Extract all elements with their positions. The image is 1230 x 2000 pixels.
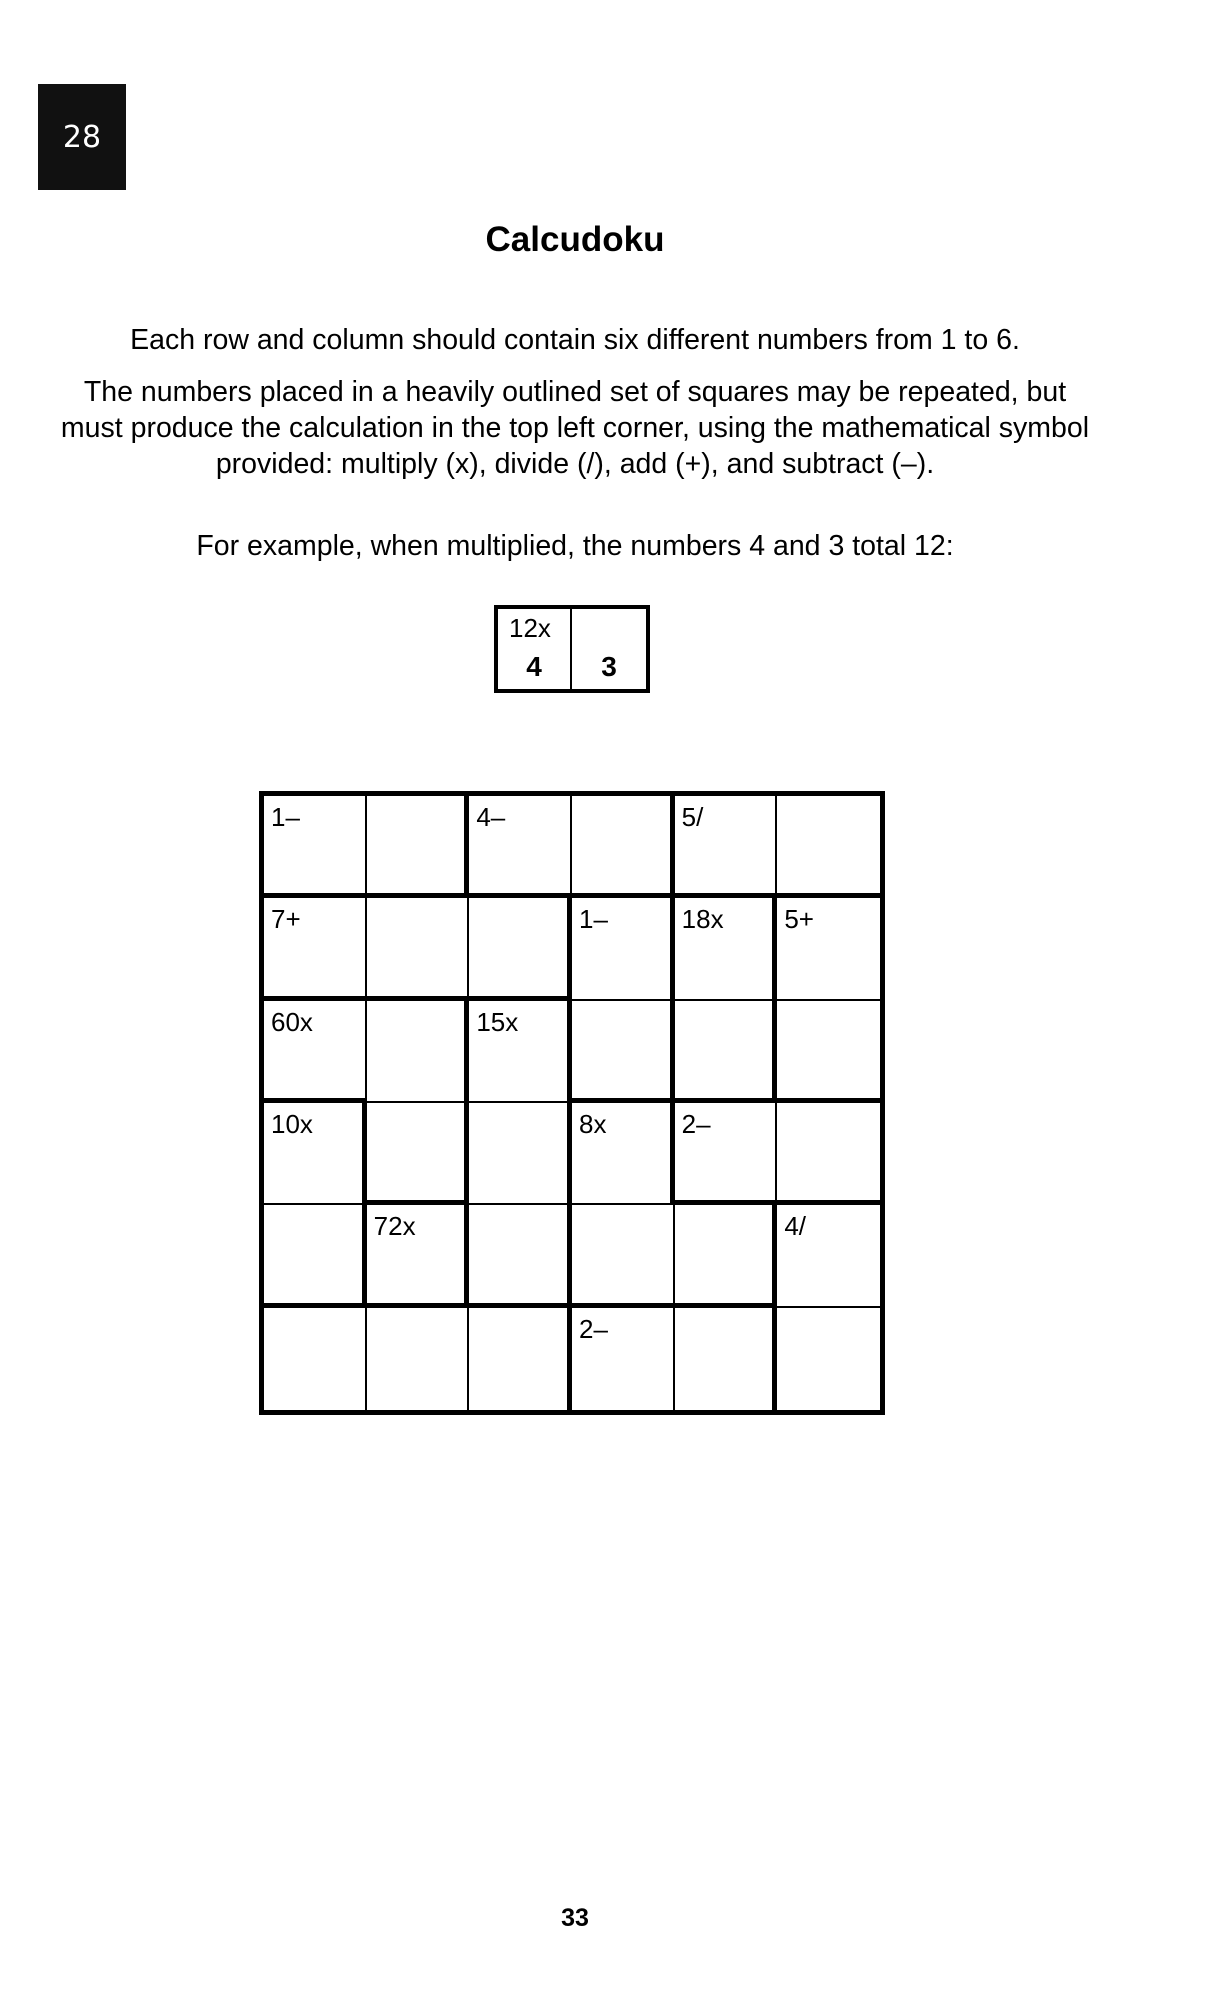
instruction-rows-columns: Each row and column should contain six different numbers from 1 to 6. xyxy=(130,324,1020,356)
instruction-cages: The numbers placed in a heavily outlined set of squares may be repeated, but must produce the calculation in the top left corner, using the mathematical symbol provided: multiply (x), divide (/), add (+), and subtract (–). xyxy=(60,376,1090,480)
cage-clue: 60x xyxy=(271,1006,313,1037)
grid-cell[interactable] xyxy=(777,898,880,1000)
cage-clue: 8x xyxy=(578,1109,607,1139)
puzzle-title: Calcudoku xyxy=(485,220,665,259)
grid-cell[interactable] xyxy=(572,1103,675,1205)
grid-cell[interactable] xyxy=(572,898,675,1000)
grid-cell[interactable] xyxy=(367,1001,470,1103)
grid-cell[interactable] xyxy=(264,898,367,1000)
grid-cell[interactable] xyxy=(264,1103,367,1205)
grid-cell[interactable] xyxy=(572,1308,675,1410)
grid-cell[interactable] xyxy=(367,1205,470,1307)
cage-clue: 1– xyxy=(578,904,608,935)
grid-cell[interactable] xyxy=(264,796,367,898)
chapter-page-badge: 28 xyxy=(38,84,126,190)
grid-cell[interactable] xyxy=(367,898,470,1000)
cage-clue: 72x xyxy=(373,1211,416,1242)
grid-cell[interactable] xyxy=(675,1308,778,1410)
example-value: 3 xyxy=(601,651,617,682)
grid-cell[interactable] xyxy=(572,1205,675,1307)
example-cell xyxy=(572,609,646,689)
grid-cell[interactable] xyxy=(264,1205,367,1307)
grid-cell[interactable] xyxy=(777,796,880,898)
grid-cell[interactable] xyxy=(367,796,470,898)
grid-cell[interactable] xyxy=(572,1001,675,1103)
grid-cell[interactable] xyxy=(469,1308,572,1410)
cage-clue: 4– xyxy=(476,802,506,832)
grid-cell[interactable] xyxy=(777,1001,880,1103)
cage-clue: 5+ xyxy=(784,904,814,935)
cage-clue: 18x xyxy=(681,904,724,935)
grid-cell[interactable] xyxy=(469,1205,572,1307)
grid-cell[interactable] xyxy=(675,796,778,898)
cage-clue: 15x xyxy=(476,1006,519,1037)
grid-cell[interactable] xyxy=(367,1308,470,1410)
grid-cell[interactable] xyxy=(469,898,572,1000)
cage-clue: 10x xyxy=(271,1109,313,1139)
grid-cell[interactable] xyxy=(572,796,675,898)
grid-cell[interactable] xyxy=(469,1103,572,1205)
cage-clue: 1– xyxy=(271,802,300,832)
grid-cell[interactable] xyxy=(264,1308,367,1410)
instruction-example: For example, when multiplied, the numbers 4 and 3 total 12: xyxy=(196,530,954,562)
cage-clue: 5/ xyxy=(681,802,704,832)
grid-cell[interactable] xyxy=(675,1001,778,1103)
grid-cell[interactable] xyxy=(777,1103,880,1205)
grid-cell[interactable] xyxy=(777,1205,880,1307)
example-clue: 12x xyxy=(509,613,551,643)
grid-cell[interactable] xyxy=(264,1001,367,1103)
cage-clue: 2– xyxy=(578,1313,608,1344)
example-value: 4 xyxy=(526,651,542,682)
cage-clue: 4/ xyxy=(784,1211,807,1242)
grid-cell[interactable] xyxy=(469,1001,572,1103)
example-cell xyxy=(498,609,572,689)
example-cage xyxy=(494,605,650,693)
cage-clue: 7+ xyxy=(271,904,301,935)
page-number: 33 xyxy=(561,1904,589,1932)
grid-cell[interactable] xyxy=(777,1308,880,1410)
cage-clue: 2– xyxy=(681,1109,711,1139)
grid-cell[interactable] xyxy=(469,796,572,898)
grid-cell[interactable] xyxy=(675,898,778,1000)
grid-cell[interactable] xyxy=(675,1103,778,1205)
grid-cell[interactable] xyxy=(367,1103,470,1205)
grid-cell[interactable] xyxy=(675,1205,778,1307)
calcudoku-grid xyxy=(259,791,885,1415)
